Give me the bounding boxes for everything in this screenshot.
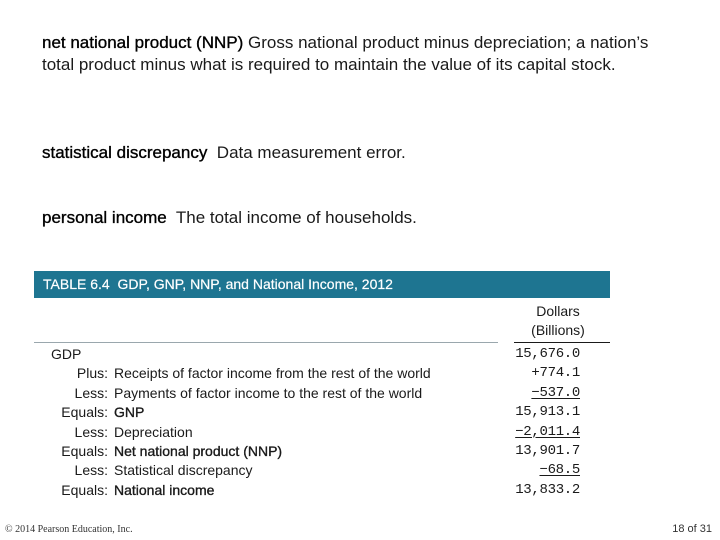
table-row [34,423,610,442]
row-value: 13,901.7 [515,442,580,459]
copyright-notice: © 2014 Pearson Education, Inc. [5,524,133,535]
table-row [34,461,610,480]
column-header [506,302,610,340]
row-label: Less: [74,462,108,479]
definition-text: Data measurement error. [207,143,406,162]
row-description: Depreciation [114,423,193,440]
column-header-line-1: Dollars [536,303,580,319]
table-row [34,442,610,461]
row-description: National income [114,481,215,498]
row-value: −537.0 [531,384,580,401]
table-row [34,384,610,403]
row-value: 13,833.2 [515,481,580,498]
row-description: Receipts of factor income from the rest of the world [114,365,431,382]
table-row [34,345,610,364]
table-title-bar [34,271,610,298]
row-value: 15,676.0 [515,346,580,362]
row-description: Statistical discrepancy [114,462,253,479]
row-description: Payments of factor income to the rest of the world [114,384,423,401]
definition-text: The total income of households. [166,208,417,227]
row-label: Equals: [61,442,108,459]
table-row [34,403,610,422]
table-body [34,345,610,500]
table-row [34,481,610,500]
definition-term: personal income [42,208,167,227]
table-title: TABLE 6.4 GDP, GNP, NNP, and National Income, 2012 [43,276,393,292]
row-description: Net national product (NNP) [114,442,283,459]
column-header-line-2: (Billions) [531,322,585,338]
definition-term: net national product (NNP) [42,33,244,52]
definition-nnp [42,32,682,76]
row-label: Plus: [76,365,108,382]
row-label: Less: [74,384,108,401]
page-number: 18 of 31 [672,523,712,535]
definition-text: Gross national product minus depreciation; a nation’s total product minus what is required to maintain the value of its capital stock. [42,33,649,74]
row-value: −68.5 [539,462,580,479]
column-header-rule [514,342,610,343]
table-row [34,364,610,383]
row-value: 15,913.1 [515,404,580,421]
row-label: Equals: [61,404,108,421]
row-label: Equals: [61,481,108,498]
row-label: GDP [51,346,82,362]
row-description: GNP [114,404,145,421]
definition-personal-income [42,207,682,229]
row-label: Less: [74,423,108,440]
stub-rule [34,342,498,343]
row-value: +774.1 [531,365,580,382]
row-value: −2,011.4 [515,423,580,440]
definition-statistical-discrepancy [42,142,682,164]
definition-term: statistical discrepancy [42,143,208,162]
